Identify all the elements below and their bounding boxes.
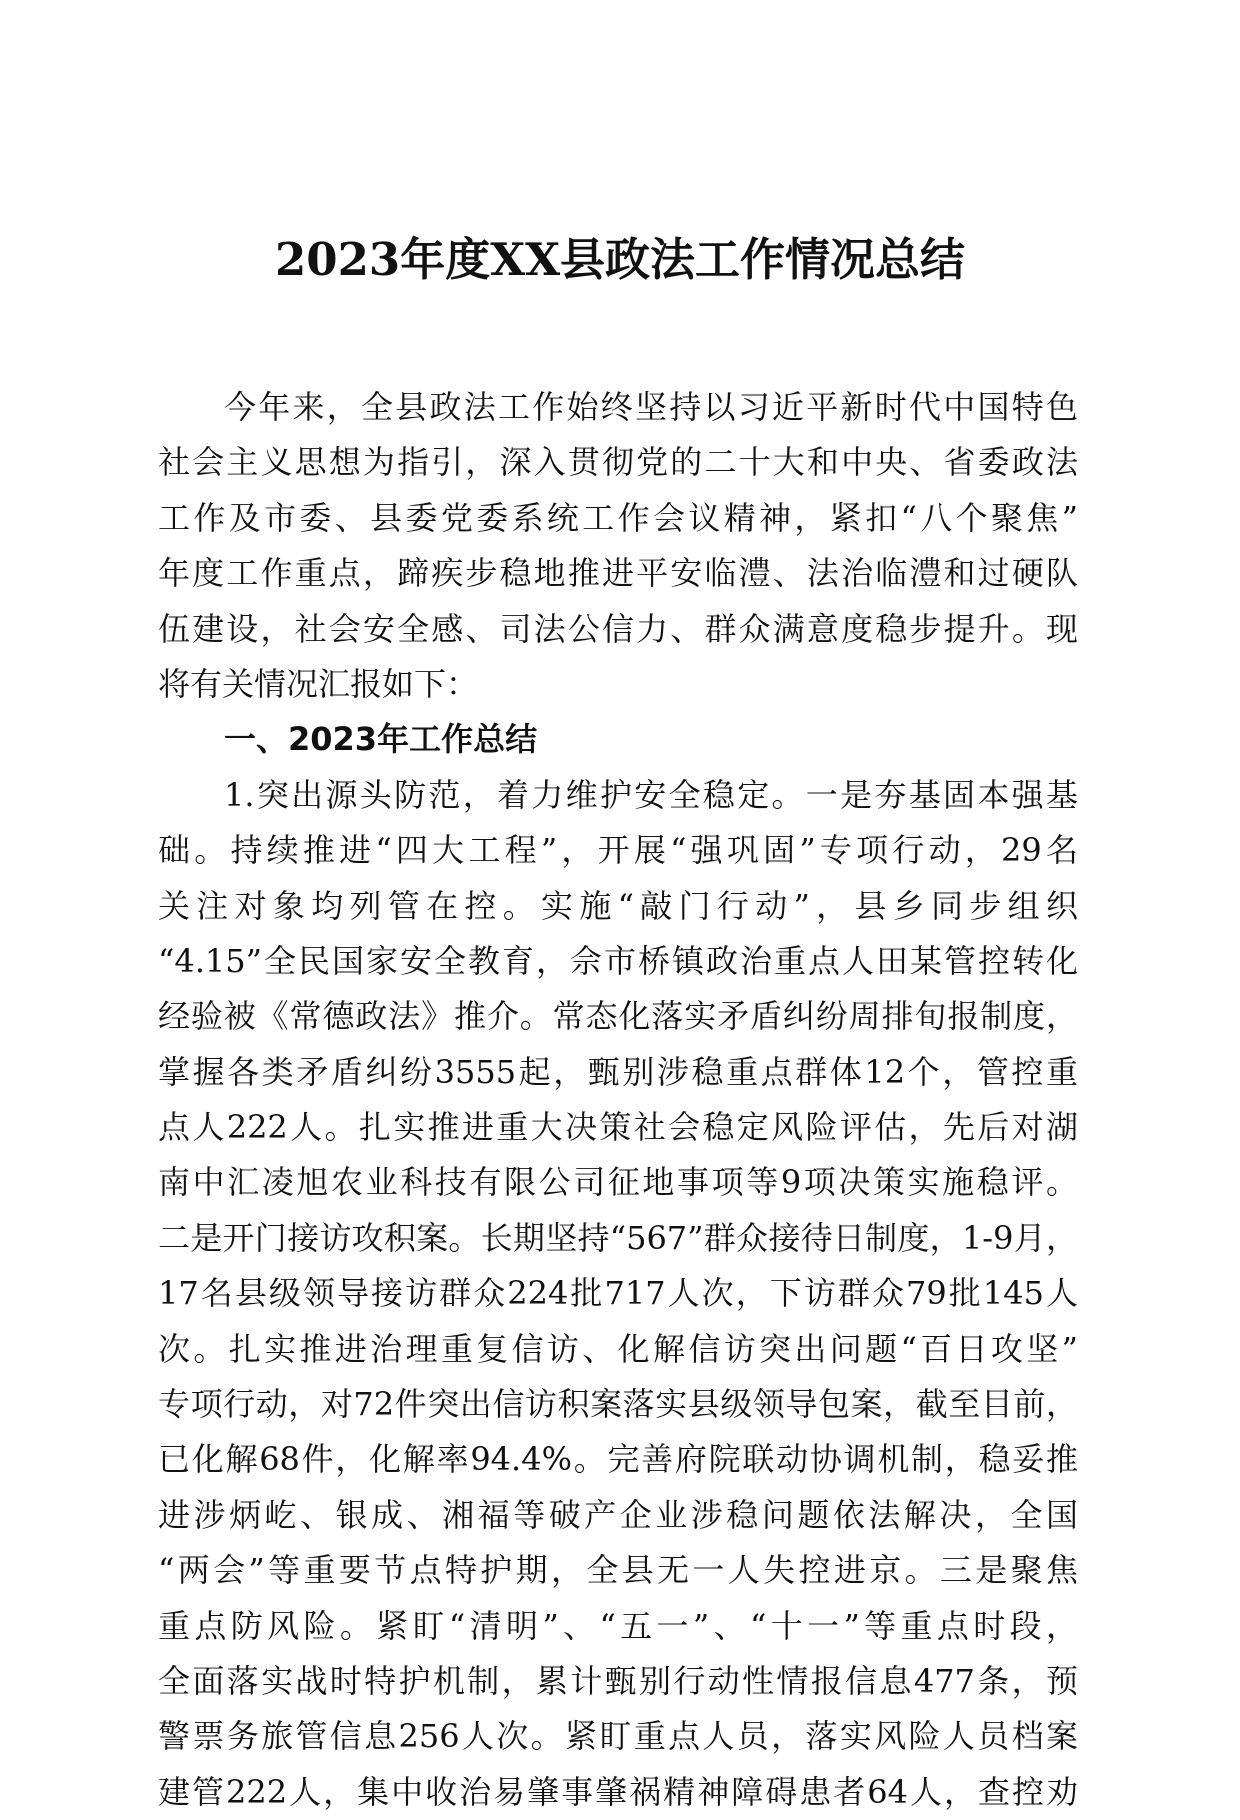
paragraph-line: 掌握各类矛盾纠纷3555起，甄别涉稳重点群体12个，管控重 xyxy=(158,1052,1078,1091)
paragraph-line: 点人222人。扎实推进重大决策社会稳定风险评估，先后对湖 xyxy=(158,1108,1078,1147)
paragraph-line: 工作及市委、县委党委系统工作会议精神，紧扣“八个聚焦” xyxy=(158,498,1078,537)
paragraph-line: 警票务旅管信息256人次。紧盯重点人员，落实风险人员档案 xyxy=(158,1717,1078,1756)
paragraph-line: 建管222人，集中收治易肇事肇祸精神障碍患者64人，查控劝 xyxy=(158,1772,1078,1811)
paragraph-line: 全面落实战时特护机制，累计甄别行动性情报信息477条，预 xyxy=(158,1661,1078,1700)
paragraph-line: 重点防风险。紧盯“清明”、“五一”、“十一”等重点时段， xyxy=(158,1606,1078,1645)
paragraph-line: 今年来，全县政法工作始终坚持以习近平新时代中国特色 xyxy=(224,388,1078,426)
paragraph-line: 伍建设，社会安全感、司法公信力、群众满意度稳步提升。现 xyxy=(158,609,1078,648)
paragraph-line: 关注对象均列管在控。实施“敲门行动”，县乡同步组织 xyxy=(158,886,1078,925)
paragraph-line: 次。扎实推进治理重复信访、化解信访突出问题“百日攻坚” xyxy=(158,1329,1078,1368)
paragraph-line: 南中汇凌旭农业科技有限公司征地事项等9项决策实施稳评。 xyxy=(158,1163,1078,1202)
paragraph-line: 经验被《常德政法》推介。常态化落实矛盾纠纷周排旬报制度， xyxy=(158,997,1078,1036)
paragraph-line: 将有关情况汇报如下： xyxy=(158,664,479,703)
paragraph-line: “两会”等重要节点特护期，全县无一人失控进京。三是聚焦 xyxy=(158,1551,1078,1590)
paragraph-line: 17名县级领导接访群众224批717人次，下访群众79批145人 xyxy=(158,1274,1078,1313)
paragraph-line: 社会主义思想为指引，深入贯彻党的二十大和中央、省委政法 xyxy=(158,443,1078,482)
paragraph-line: 已化解68件，化解率94.4%。完善府院联动协调机制，稳妥推 xyxy=(158,1440,1078,1479)
paragraph-line: 础。持续推进“四大工程”，开展“强巩固”专项行动，29名 xyxy=(158,831,1078,870)
paragraph-line: 专项行动，对72件突出信访积案落实县级领导包案，截至目前， xyxy=(158,1385,1078,1424)
paragraph-line: 1.突出源头防范，着力维护安全稳定。一是夯基固本强基 xyxy=(224,775,1078,814)
paragraph-line: 二是开门接访攻积案。长期坚持“567”群众接待日制度，1-9月， xyxy=(158,1218,1078,1257)
section-heading: 一、2023年工作总结 xyxy=(224,720,538,759)
paragraph-line: “4.15”全民国家安全教育，佘市桥镇政治重点人田某管控转化 xyxy=(158,941,1078,980)
document-title: 2023年度XX县政法工作情况总结 xyxy=(274,233,966,286)
paragraph-line: 年度工作重点，蹄疾步稳地推进平安临澧、法治临澧和过硬队 xyxy=(158,554,1078,593)
paragraph-line: 进涉炳屹、银成、湘福等破产企业涉稳问题依法解决，全国 xyxy=(158,1495,1078,1534)
document-body xyxy=(158,380,1078,1820)
